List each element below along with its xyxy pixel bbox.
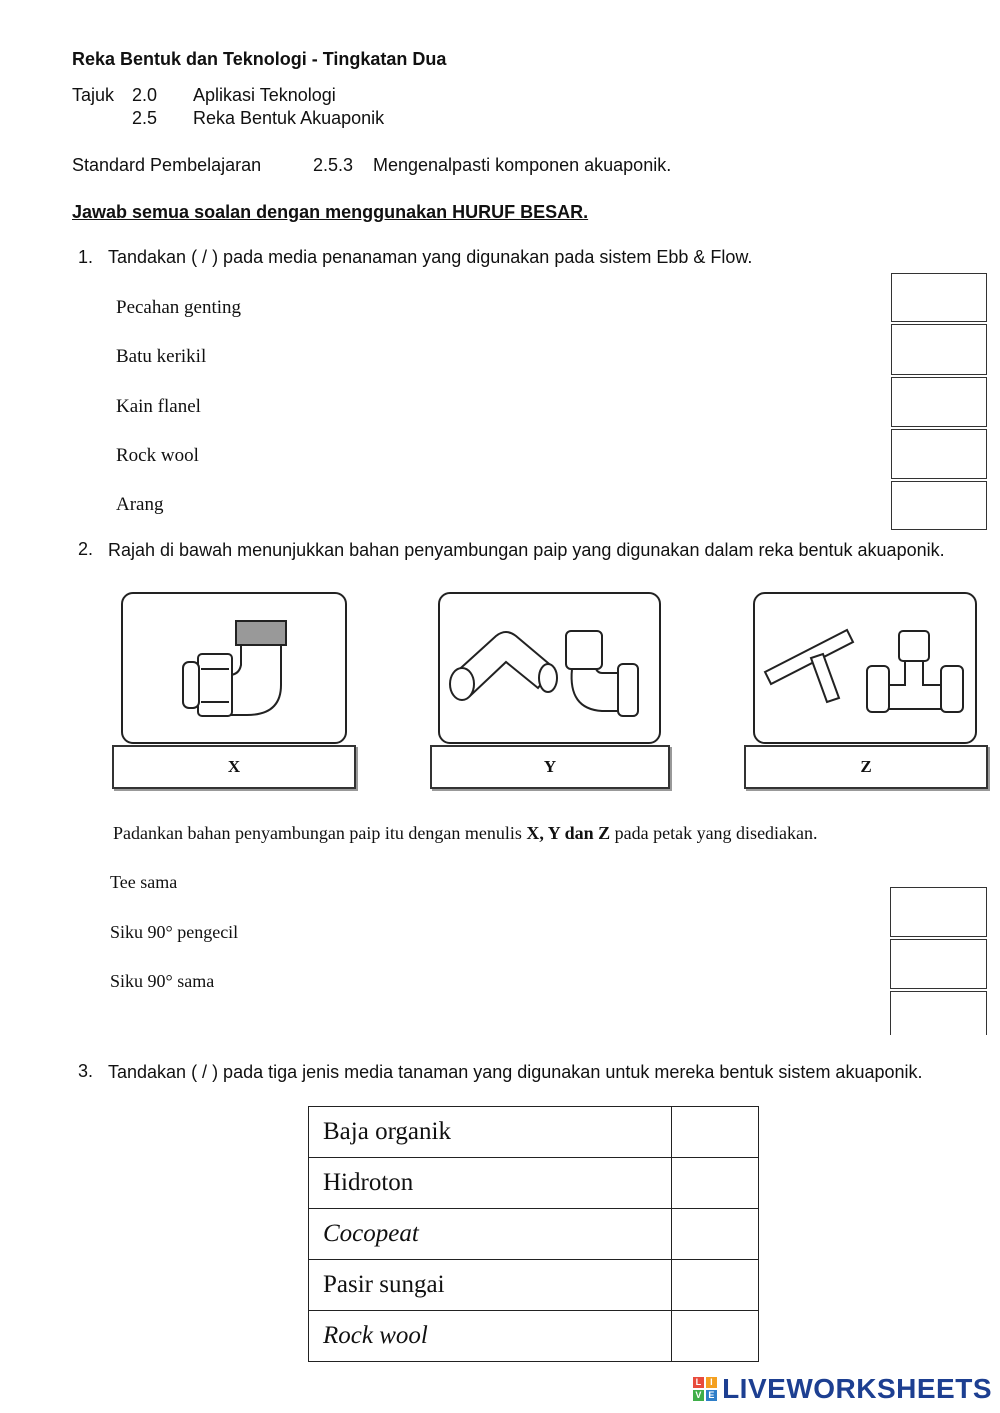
- mark-letter: E: [706, 1390, 717, 1401]
- q1-answer-box[interactable]: [891, 429, 987, 479]
- q1-answer-box[interactable]: [891, 481, 987, 530]
- q2-answer-box[interactable]: [890, 991, 987, 1035]
- elbow-fittings-icon: [440, 594, 658, 741]
- q3-table: [308, 1106, 759, 1362]
- mark-letter: L: [693, 1377, 704, 1388]
- brand-text: LIVEWORKSHEETS: [722, 1373, 992, 1404]
- fitting-panel-y: [438, 592, 661, 744]
- panel-label-x: X: [112, 745, 356, 789]
- q3-number: 3.: [78, 1061, 94, 1081]
- topic-text-2: Reka Bentuk Akuaponik: [193, 108, 385, 128]
- q3-option: Rock wool: [309, 1311, 672, 1362]
- topic-number-1: 2.0: [132, 85, 158, 105]
- q2-instruction: Padankan bahan penyambungan paip itu dengan menulis X, Y dan Z pada petak yang disediakan.: [113, 823, 818, 843]
- table-row: [309, 1158, 759, 1209]
- q1-answer-box[interactable]: [891, 273, 987, 322]
- q3-question: Tandakan ( / ) pada tiga jenis media tanaman yang digunakan untuk mereka bentuk sistem akuaponik.: [108, 1062, 923, 1082]
- mark-letter: V: [693, 1390, 704, 1401]
- q2-number: 2.: [78, 539, 94, 559]
- q3-option: Hidroton: [309, 1158, 672, 1209]
- q1-option: Kain flanel: [116, 396, 201, 417]
- q1-answer-box[interactable]: [891, 324, 987, 375]
- q1-option: Pecahan genting: [116, 297, 242, 318]
- q2-item: Siku 90° sama: [110, 971, 215, 991]
- liveworksheets-logo: [693, 1373, 992, 1405]
- topic-text-1: Aplikasi Teknologi: [193, 85, 336, 105]
- q3-answer-box[interactable]: [672, 1311, 759, 1362]
- q2-answer-box[interactable]: [890, 887, 987, 937]
- q3-answer-box[interactable]: [672, 1107, 759, 1158]
- q1-question: Tandakan ( / ) pada media penanaman yang digunakan pada sistem Ebb & Flow.: [108, 247, 753, 267]
- q3-answer-box[interactable]: [672, 1260, 759, 1311]
- table-row: [309, 1107, 759, 1158]
- q3-option: Baja organik: [309, 1107, 672, 1158]
- topic-number-2: 2.5: [132, 108, 158, 128]
- tajuk-label: Tajuk: [72, 85, 115, 105]
- standard-text: Mengenalpasti komponen akuaponik.: [373, 155, 672, 175]
- q2-answer-box[interactable]: [890, 939, 987, 989]
- standard-label: Standard Pembelajaran: [72, 155, 262, 175]
- q3-option: Pasir sungai: [309, 1260, 672, 1311]
- mark-letter: I: [706, 1377, 717, 1388]
- table-row: [309, 1311, 759, 1362]
- q1-number: 1.: [78, 247, 94, 267]
- q1-option: Batu kerikil: [116, 346, 207, 367]
- q3-answer-box[interactable]: [672, 1158, 759, 1209]
- instruction: Jawab semua soalan dengan menggunakan HURUF BESAR.: [72, 202, 589, 222]
- q1-answer-box[interactable]: [891, 377, 987, 427]
- tee-fittings-icon: [755, 594, 974, 741]
- q3-option: Cocopeat: [309, 1209, 672, 1260]
- q2-question: Rajah di bawah menunjukkan bahan penyambungan paip yang digunakan dalam reka bentuk akuaponik.: [108, 540, 945, 560]
- standard-number: 2.5.3: [313, 155, 354, 175]
- table-row: [309, 1209, 759, 1260]
- worksheet-title: Reka Bentuk dan Teknologi - Tingkatan Dua: [72, 49, 447, 69]
- panel-label-y: Y: [430, 745, 670, 789]
- fitting-panel-x: [121, 592, 347, 744]
- q1-option: Arang: [116, 494, 164, 515]
- liveworksheets-mark-icon: [693, 1377, 717, 1401]
- q1-option: Rock wool: [116, 445, 199, 466]
- q2-item: Siku 90° pengecil: [110, 922, 239, 942]
- q2-item: Tee sama: [110, 872, 178, 892]
- panel-label-z: Z: [744, 745, 988, 789]
- q3-answer-box[interactable]: [672, 1209, 759, 1260]
- fitting-panel-z: [753, 592, 977, 744]
- table-row: [309, 1260, 759, 1311]
- elbow-reducer-fitting-icon: [123, 594, 344, 741]
